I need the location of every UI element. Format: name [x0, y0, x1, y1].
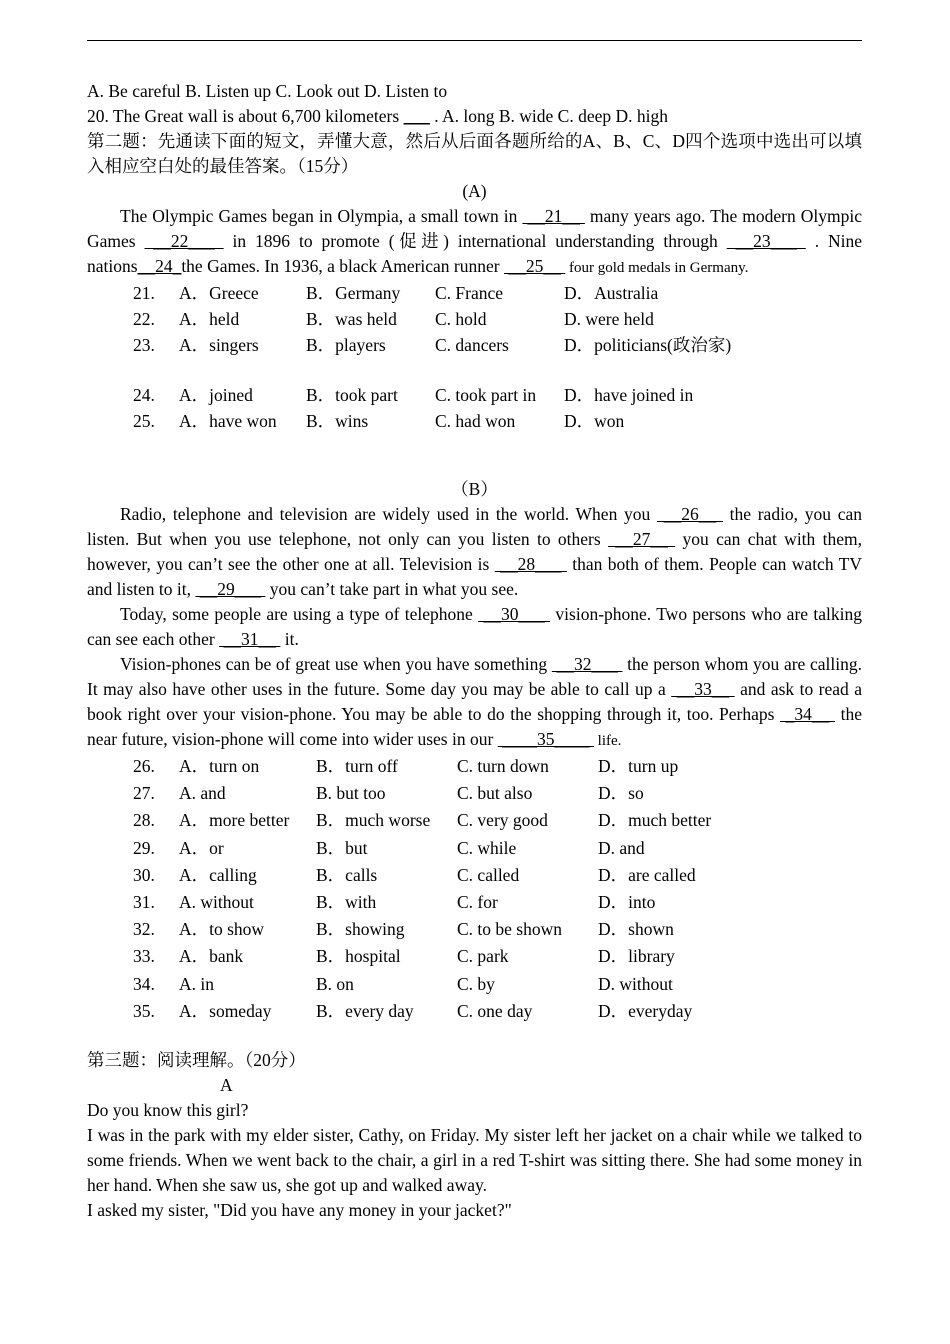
question-row: 24. A．joined B．took part C. took part in D．have joined in — [133, 383, 862, 409]
option-d: D．have joined in — [564, 385, 694, 405]
option-d: D. were held — [564, 309, 654, 329]
blank-25: __25__ — [503, 256, 566, 276]
option-a: A．more better — [179, 810, 290, 831]
option-d: D．everyday — [598, 1000, 693, 1021]
question-row: 25. A．have won B．wins C. had won D．won — [133, 409, 862, 435]
option-a: A．to show — [179, 919, 265, 940]
option-d: D．won — [564, 411, 625, 431]
option-b: B．took part — [306, 385, 398, 405]
section3-heading: 第三题：阅读理解。（20分） — [87, 1049, 306, 1070]
question-row: 31. A. without B．with C. for D．into — [133, 890, 862, 917]
blank-34: _34__ — [780, 704, 836, 724]
question-row: 32. A．to show B．showing C. to be shown D．shown — [133, 917, 862, 944]
option-b: B．with — [316, 891, 377, 912]
passage-b-para-3: Vision-phones can be of great use when you have something __32___ the person whom you are calling. It may also have other uses in the future. Some day you may be able to call up a __33__ and ask to read a book right over your vision-phone. You may be able to do the shopping through it, too. Perhaps _34__ the near future, vision-phone will come into wider uses in our ____35____ life. — [87, 654, 863, 749]
answer-blank: ___ — [403, 106, 430, 126]
option-c: C. very good — [457, 810, 548, 831]
option-d: D．shown — [598, 919, 674, 940]
option-b: B. on — [316, 973, 354, 994]
option-a: A．held — [179, 309, 240, 329]
option-c: C. park — [457, 946, 509, 967]
blank-21: __21__ — [522, 206, 585, 226]
option-c: C. while — [457, 837, 517, 858]
option-c: C. by — [457, 973, 495, 994]
blank-32: __32___ — [551, 654, 623, 674]
option-c: C. had won — [435, 411, 516, 431]
option-c: C. for — [457, 891, 498, 912]
passage-a-label: (A) — [462, 181, 487, 201]
option-c: C. France — [435, 283, 504, 303]
option-a: A．Greece — [179, 283, 259, 303]
option-c: C. turn down — [457, 756, 549, 776]
spacer — [87, 435, 862, 477]
blank-31: __31__ — [219, 629, 281, 649]
spacer — [87, 1026, 862, 1048]
q20: 20. The Great wall is about 6,700 kilometers ___ . A. long B. wide C. deep D. high — [87, 106, 668, 126]
option-b: B．wins — [306, 411, 369, 431]
option-d: D．library — [598, 946, 675, 967]
option-b: B．hospital — [316, 946, 401, 967]
option-a: A．someday — [179, 1000, 272, 1021]
section3-passage-label: A — [220, 1074, 233, 1095]
passage-line: I asked my sister, "Did you have any money in your jacket?" — [87, 1199, 512, 1220]
option-b: B．players — [306, 335, 386, 355]
header-rule — [87, 40, 862, 41]
exam-page — [87, 79, 862, 1223]
question-row: 30. A．calling B．calls C. called D．are called — [133, 863, 862, 890]
q19-options: A. Be careful B. Listen up C. Look out D. Listen to — [87, 81, 448, 101]
option-b: B．showing — [316, 919, 405, 940]
option-d: D. and — [598, 837, 645, 858]
option-d: D．into — [598, 891, 656, 912]
question-row: 34. A. in B. on C. by D. without — [133, 972, 862, 999]
passage-a-options — [133, 281, 862, 435]
passage-line: I was in the park with my elder sister, Cathy, on Friday. My sister left her jacket on a chair while we talked to some friends. When we went back to the chair, a girl in a red T-shirt was sitting there. She had some money in her hand. When she saw us, she got up and walked away. — [87, 1124, 862, 1195]
option-d: D. without — [598, 973, 673, 994]
question-row: 21. A．Greece B．Germany C. France D．Australia — [133, 281, 862, 307]
option-b: B．was held — [306, 309, 397, 329]
blank-22: __22___ — [144, 231, 224, 251]
question-row: 22. A．held B．was held C. hold D. were held — [133, 307, 862, 333]
option-a: A．singers — [179, 335, 259, 355]
question-row: 28. A．more better B．much worse C. very good D．much better — [133, 808, 862, 835]
question-row: 33. A．bank B．hospital C. park D．library — [133, 944, 862, 971]
option-d: D．so — [598, 783, 644, 804]
option-d: D．turn up — [598, 756, 679, 776]
question-row: 35. A．someday B．every day C. one day D．everyday — [133, 999, 862, 1026]
passage-b-para-1: Radio, telephone and television are widely used in the world. When you __26__ the radio, you can listen. But when you use telephone, not only can you listen to others __27__ you can chat with them, however, you can’t see the other one at all. Television is __28___ than both of them. People can watch TV and listen to it, __29___ you can’t take part in what you see. — [87, 504, 863, 599]
option-a: A. in — [179, 973, 214, 994]
question-row: 27. A. and B. but too C. but also D．so — [133, 781, 862, 808]
option-b: B．calls — [316, 864, 378, 885]
passage-a-text: The Olympic Games began in Olympia, a small town in __21__ many years ago. The modern Olympic Games __22___ in 1896 to promote (促进) international understanding through __23___ . Nine nations__24_the Games. In 1936, a black American runner __25__ four gold medals in Germany. — [87, 206, 863, 276]
question-row: 23. A．singers B．players C. dancers D．politicians(政治家) — [133, 333, 862, 383]
option-a: A．bank — [179, 946, 244, 967]
passage-b-para-2: Today, some people are using a type of telephone __30___ vision-phone. Two persons who are talking can see each other __31__ it. — [87, 604, 862, 649]
option-a: A．joined — [179, 385, 253, 405]
blank-24: __24_ — [137, 256, 182, 276]
option-a: A．have won — [179, 411, 277, 431]
option-a: A. and — [179, 783, 226, 804]
blank-28: __28___ — [494, 554, 567, 574]
option-c: C. called — [457, 864, 520, 885]
option-c: C. one day — [457, 1000, 533, 1021]
option-c: C. hold — [435, 309, 487, 329]
blank-29: __29___ — [195, 579, 266, 599]
option-c: C. to be shown — [457, 919, 562, 940]
option-b: B．turn off — [316, 756, 398, 776]
blank-33: __33__ — [671, 679, 735, 699]
option-a: A. without — [179, 891, 254, 912]
option-a: A．calling — [179, 864, 257, 885]
option-c: C. dancers — [435, 335, 509, 355]
passage-line: Do you know this girl? — [87, 1099, 249, 1120]
blank-27: __27__ — [608, 529, 676, 549]
option-b: B．Germany — [306, 283, 401, 303]
option-a: A．or — [179, 837, 224, 858]
option-a: A．turn on — [179, 756, 260, 776]
option-b: B．every day — [316, 1000, 414, 1021]
section2-heading: 第二题：先通读下面的短文，弄懂大意，然后从后面各题所给的A、B、C、D四个选项中选出可以填入相应空白处的最佳答案。（15分） — [87, 131, 862, 176]
blank-23: __23___ — [726, 231, 806, 251]
option-b: B. but too — [316, 783, 386, 804]
question-row: 29. A．or B．but C. while D. and — [133, 836, 862, 863]
option-b: B．much worse — [316, 810, 431, 831]
option-d: D．much better — [598, 810, 712, 831]
blank-26: __26__ — [657, 504, 723, 524]
blank-35: ____35____ — [497, 729, 594, 749]
option-d: D．Australia — [564, 283, 659, 303]
blank-30: __30___ — [478, 604, 551, 624]
option-d: D．are called — [598, 864, 696, 885]
option-d: D．politicians(政治家) — [564, 335, 732, 355]
option-c: C. but also — [457, 783, 533, 804]
passage-b-label: （B） — [451, 479, 498, 499]
option-b: B．but — [316, 837, 368, 858]
option-c: C. took part in — [435, 385, 537, 405]
passage-b-options — [133, 754, 862, 1026]
question-row: 26. A．turn on B．turn off C. turn down D．turn up — [133, 754, 862, 781]
